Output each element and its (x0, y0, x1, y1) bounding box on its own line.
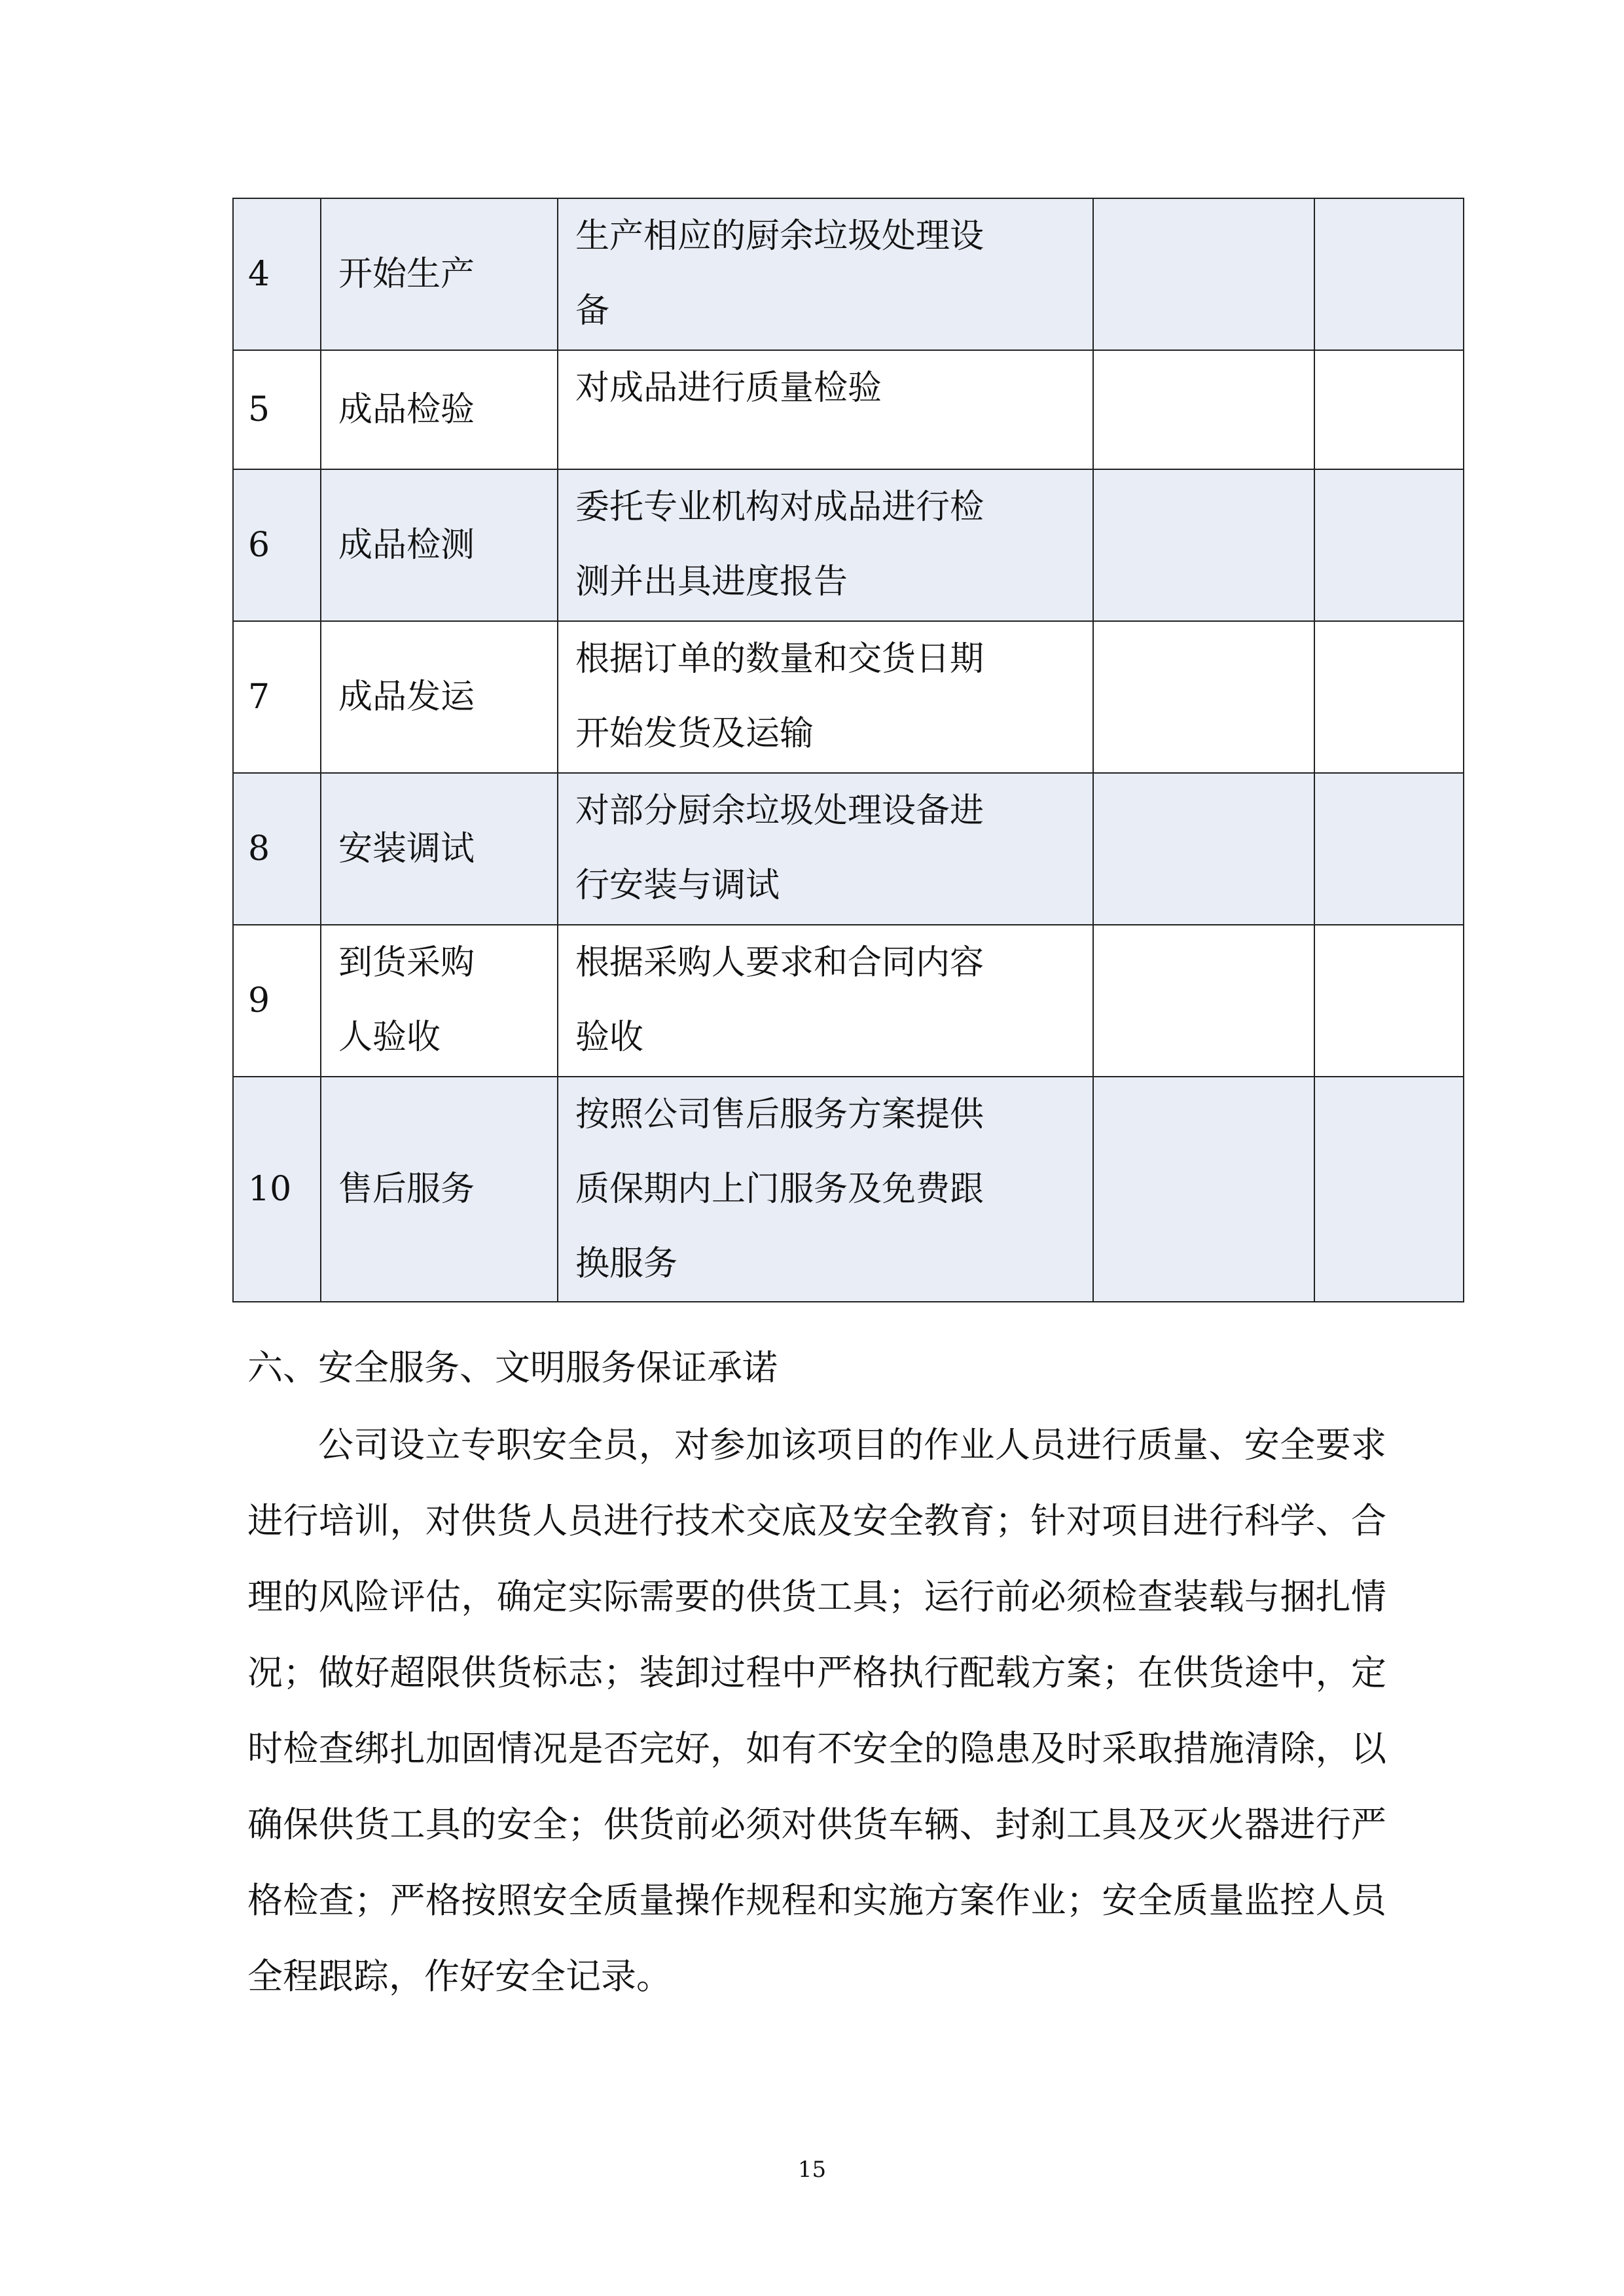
description-line: 委托专业机构对成品进行检 (575, 488, 984, 527)
description-line: 根据订单的数量和交货日期 (575, 639, 984, 679)
empty-cell (1314, 773, 1464, 925)
row-number: 7 (248, 677, 270, 717)
description-line: 行安装与调试 (575, 866, 780, 905)
step-cell (321, 621, 558, 773)
description-cell (558, 621, 1093, 773)
row-number: 4 (248, 255, 270, 294)
empty-cell (1314, 925, 1464, 1077)
empty-cell (1093, 350, 1314, 469)
description-line: 对部分厨余垃圾处理设备进 (575, 791, 984, 831)
description-cell (558, 469, 1093, 621)
table-row (233, 925, 1464, 1077)
description-cell (558, 773, 1093, 925)
empty-cell (1093, 469, 1314, 621)
description-cell (558, 198, 1093, 350)
schedule-table (232, 198, 1464, 1302)
empty-cell (1093, 621, 1314, 773)
row-number-cell (233, 621, 321, 773)
table-row (233, 469, 1464, 621)
page-number: 15 (797, 2157, 827, 2183)
row-number: 8 (248, 829, 270, 869)
description-line: 按照公司售后服务方案提供 (575, 1095, 984, 1134)
body-paragraph: 公司设立专职安全员，对参加该项目的作业人员进行质量、安全要求进行培训，对供货人员进行技术交底及安全教育；针对项目进行科学、合理的风险评估，确定实际需要的供货工具；运行前必须检查装载与捆扎情况；做好超限供货标志；装卸过程中严格执行配载方案；在供货途中，定时检查绑扎加固情况是否完好，如有不安全的隐患及时采取措施清除，以确保供货工具的安全；供货前必须对供货车辆、封刹工具及灭火器进行严格检查；严格按照安全质量操作规程和实施方案作业；安全质量监控人员全程跟踪，作好安全记录。 (247, 1424, 1386, 1997)
description-cell (558, 925, 1093, 1077)
empty-cell (1314, 198, 1464, 350)
table-row (233, 1077, 1464, 1302)
step-name: 售后服务 (338, 1170, 475, 1209)
description-line: 生产相应的厨余垃圾处理设 (575, 217, 984, 256)
step-name: 安装调试 (338, 829, 475, 869)
row-number-cell (233, 469, 321, 621)
step-cell (321, 1077, 558, 1302)
empty-cell (1314, 621, 1464, 773)
description-cell (558, 1077, 1093, 1302)
step-name-line: 到货采购 (338, 943, 475, 982)
empty-cell (1093, 1077, 1314, 1302)
description-line: 开始发货及运输 (575, 714, 814, 753)
step-name-line: 人验收 (338, 1018, 441, 1057)
description-line: 测并出具进度报告 (575, 562, 848, 601)
step-cell (321, 350, 558, 469)
row-number-cell (233, 350, 321, 469)
row-number: 10 (248, 1170, 292, 1209)
description-line: 备 (575, 291, 610, 331)
step-name: 成品检验 (338, 390, 475, 429)
row-number-cell (233, 198, 321, 350)
step-name: 开始生产 (338, 255, 475, 294)
empty-cell (1093, 773, 1314, 925)
empty-cell (1093, 925, 1314, 1077)
description-line: 验收 (575, 1018, 644, 1057)
row-number-cell (233, 1077, 321, 1302)
table-row (233, 198, 1464, 350)
description-line: 根据采购人要求和合同内容 (575, 943, 984, 982)
description-cell (558, 350, 1093, 469)
row-number-cell (233, 773, 321, 925)
empty-cell (1314, 350, 1464, 469)
section-heading: 六、安全服务、文明服务保证承诺 (247, 1347, 778, 1388)
row-number: 9 (248, 981, 270, 1020)
table-row (233, 773, 1464, 925)
description-line: 质保期内上门服务及免费跟 (575, 1170, 984, 1209)
description-line: 对成品进行质量检验 (575, 368, 882, 408)
step-cell (321, 773, 558, 925)
row-number: 5 (248, 390, 270, 429)
row-number: 6 (248, 526, 270, 565)
table-row (233, 350, 1464, 469)
empty-cell (1093, 198, 1314, 350)
description-line: 换服务 (575, 1244, 678, 1283)
row-number-cell (233, 925, 321, 1077)
step-cell (321, 198, 558, 350)
step-name: 成品发运 (338, 677, 475, 717)
step-cell (321, 925, 558, 1077)
step-cell (321, 469, 558, 621)
step-name: 成品检测 (338, 526, 475, 565)
empty-cell (1314, 1077, 1464, 1302)
table-row (233, 621, 1464, 773)
empty-cell (1314, 469, 1464, 621)
